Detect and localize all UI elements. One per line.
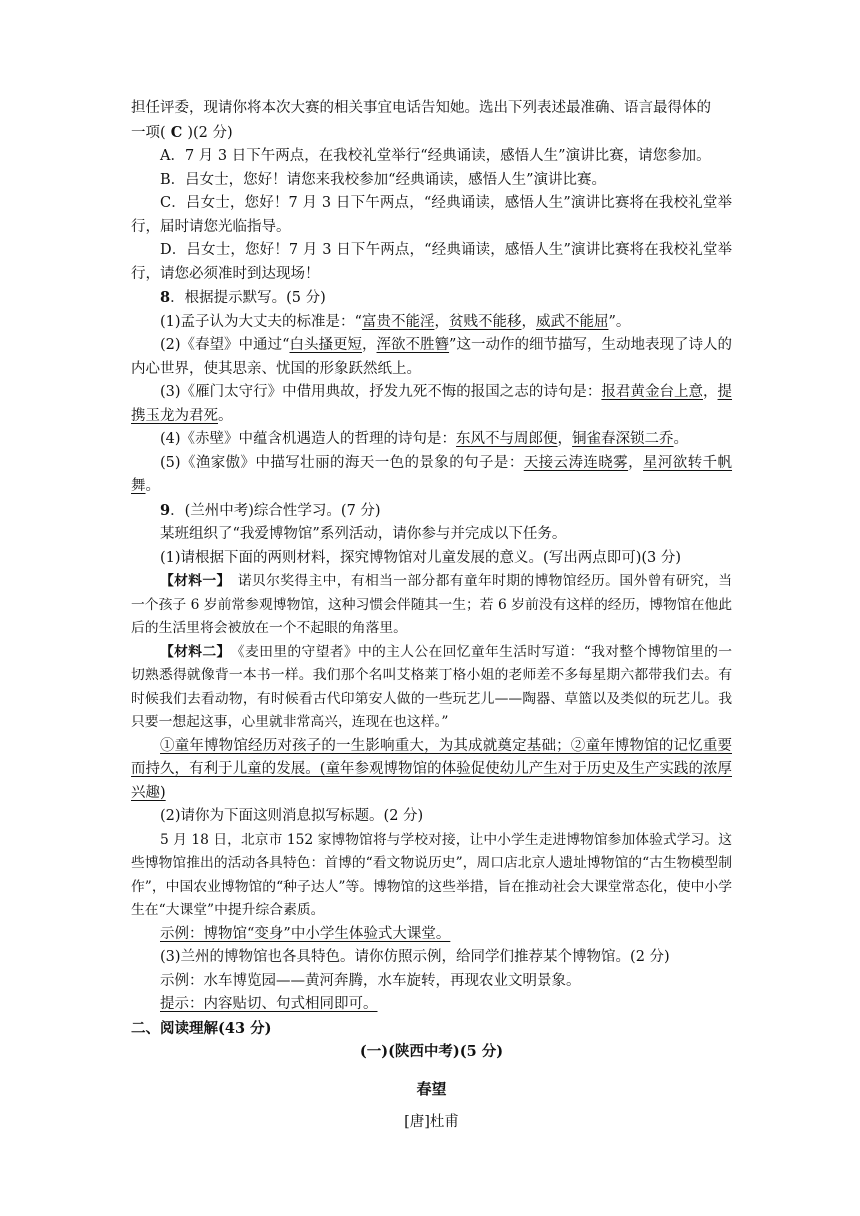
section-heading: 二、阅读理解(43 分) [131,1019,272,1037]
answer-blank: 报君黄金台上意 [601,384,703,400]
answer-blank: 白头搔更短 [289,337,363,353]
q7-option-a: A．7 月 3 日下午两点，在我校礼堂举行“经典诵读，感悟人生”演讲比赛，请您参加。 [160,148,711,164]
q9-sub2: (2)请你为下面这则消息拟写标题。(2 分) [160,808,424,824]
q9-answer-3: 提示：内容贴切、句式相同即可。 [160,996,378,1012]
answer-blank: 星河欲转千帆舞 [131,454,733,494]
answer-blank: 天接云涛连晓雾 [523,454,629,471]
q8-item-5: (5)《渔家傲》中描写壮丽的海天一色的景象的句子是：天接云涛连晓雾，星河欲转千帆舞。 [131,454,733,494]
q7-stem-line1: 担任评委，现请你将本次大赛的相关事宜电话告知她。选出下列表述最准确、语言最得体的 [131,100,711,116]
document-page [131,97,732,1135]
q7-stem-line2: 一项( C )(2 分) [131,123,233,141]
poem-author: [唐]杜甫 [404,1114,459,1130]
answer-blank: 东风不与周郎便 [456,431,558,447]
q8-number: 8 [160,289,171,306]
material-1: 【材料一】 诺贝尔奖得主中，有相当一部分都有童年时期的博物馆经历。国外曾有研究，当一个孩子 6 岁前常参观博物馆，这种习惯会伴随其一生；若 6 岁前没有这样的经历，博物馆在他此后的生活里将会被放在一个不起眼的角落里。 [131,573,733,636]
q7-answer: C [165,123,188,141]
poem-title: 春望 [416,1079,447,1098]
q8-heading: 8．根据提示默写。(5 分) [160,289,326,306]
q9-heading: 9．(兰州中考)综合性学习。(7 分) [160,501,381,519]
q9-number: 9 [160,501,171,519]
answer-blank: 富贵不能淫 [361,313,435,330]
q9-sub3: (3)兰州的博物馆也各具特色。请你仿照示例，给同学们推荐某个博物馆。(2 分) [160,949,670,965]
q9-answer-2: 示例：博物馆“变身”中小学生体验式大课堂。 [160,925,451,942]
q7-option-d: D．吕女士，您好！7 月 3 日下午两点，“经典诵读，感悟人生”演讲比赛将在我校礼堂举行，请您必须准时到达现场！ [131,242,732,282]
material-2-label: 【材料二】 [160,643,224,660]
answer-blank: 提携玉龙为君死 [131,384,733,424]
material-2: 【材料二】 《麦田里的守望者》中的主人公在回忆童年生活时写道：“我对整个博物馆里的一切熟悉得就像背一本书一样。我们那个名叫艾格莱丁格小姐的老师差不多每星期六都带我们去。有时候我们去看动物，有时候看古代印第安人做的一些玩艺儿——陶器、草篮以及类似的玩艺儿。我只要一想起这事，心里就非常高兴，连现在也这样。” [131,643,732,730]
q8-item-4: (4)《赤壁》中蕴含机遇造人的哲理的诗句是：东风不与周郎便，铜雀春深锁二乔。 [160,431,689,447]
q7-option-b: B．吕女士，您好！请您来我校参加“经典诵读，感悟人生”演讲比赛。 [160,171,606,188]
answer-blank: 浑欲不胜簪 [376,337,450,353]
answer-blank: 铜雀春深锁二乔 [572,431,674,447]
q9-sub1: (1)请根据下面的两则材料，探究博物馆对儿童发展的意义。(写出两点即可)(3 分) [160,549,681,566]
q9-example-3: 示例：水车博览园——黄河奔腾，水车旋转，再现农业文明景象。 [160,972,581,989]
material-1-label: 【材料一】 [160,573,224,589]
q8-item-3: (3)《雁门太守行》中借用典故，抒发九死不悔的报国之志的诗句是：报君黄金台上意，提携玉龙为君死。 [131,384,733,424]
q9-answer-1: ①童年博物馆经历对孩子的一生影响重大，为其成就奠定基础；②童年博物馆的记忆重要而持久，有利于儿童的发展。(童年参观博物馆的体验促使幼儿产生对于历史及生产实践的浓厚兴趣) [131,737,732,801]
answer-blank: 贫贱不能移 [448,313,522,330]
q8-item-2: (2)《春望》中通过“白头搔更短，浑欲不胜簪”这一动作的细节描写，生动地表现了诗人的内心世界，使其思亲、忧国的形象跃然纸上。 [131,337,733,377]
reading-part-heading: (一)(陕西中考)(5 分) [359,1043,504,1060]
q7-option-c: C．吕女士，您好！7 月 3 日下午两点，“经典诵读，感悟人生”演讲比赛将在我校礼堂举行，届时请您光临指导。 [131,195,732,235]
q8-item-1: (1)孟子认为大丈夫的标准是：“富贵不能淫，贫贱不能移，威武不能屈”。 [160,313,631,330]
news-text: 5 月 18 日，北京市 152 家博物馆将与学校对接，让中小学生走进博物馆参加体验式学习。这些博物馆推出的活动各具特色：首博的“看文物说历史”，周口店北京人遗址博物馆的“古生物模型制作”，中国农业博物馆的“种子达人”等。博物馆的这些举措，旨在推动社会大课堂常态化，使中小学生在“大课堂”中提升综合素质。 [131,831,732,918]
q9-intro: 某班组织了“我爱博物馆”系列活动，请你参与并完成以下任务。 [160,526,567,542]
answer-blank: 威武不能屈 [535,313,609,330]
